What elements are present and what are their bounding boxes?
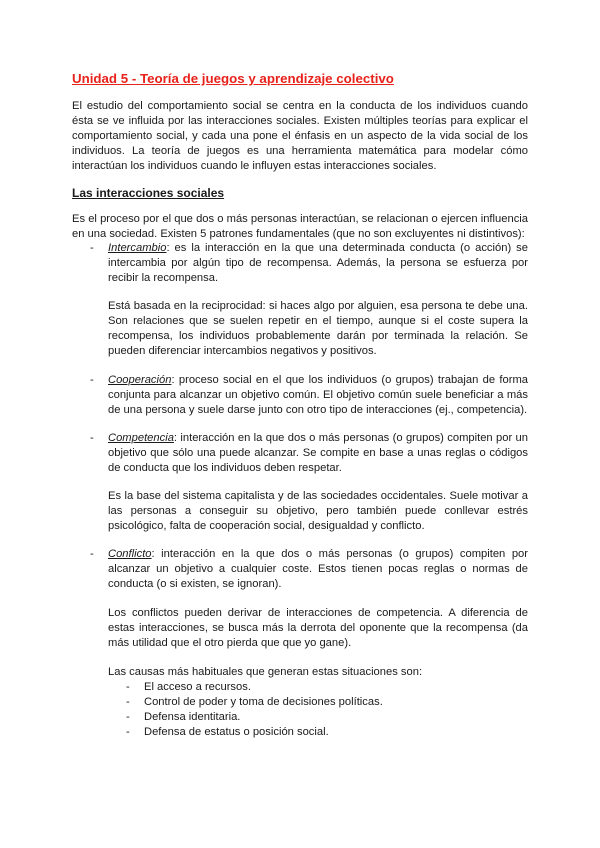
bullet-dash: - xyxy=(90,374,94,386)
term-competencia: Competencia xyxy=(108,432,174,444)
term-cooperacion: Cooperación xyxy=(108,374,172,386)
definition-competencia: : interacción en la que dos o más personas (o grupos) compiten por un objetivo que sólo una puede alcanzar. Se compite en base a unas reglas o códigos de conducta que los individuos deben respetar. xyxy=(108,432,528,474)
bullet-dash: - xyxy=(126,711,130,723)
list-item xyxy=(126,695,506,710)
section-intro-text: Es el proceso por el que dos o más personas interactúan, se relacionan o ejercen influencia en una sociedad. Existen 5 patrones fundamentales (que no son excluyentes ni distintivos): xyxy=(72,213,528,240)
page-title: Unidad 5 - Teoría de juegos y aprendizaje colectivo xyxy=(72,71,394,86)
list-item xyxy=(126,710,506,725)
bullet-dash: - xyxy=(90,432,94,444)
paragraph-competencia-extra xyxy=(108,489,528,534)
paragraph-intercambio-extra xyxy=(108,299,528,359)
paragraph-text: Es la base del sistema capitalista y de las sociedades occidentales. Suele motivar a las personas a conseguir su objetivo, pero también puede conllevar estrés psicológico, falta de cooperación social, desigualdad y conflicto. xyxy=(108,490,528,532)
cause-text: Defensa identitaria. xyxy=(144,711,241,723)
definition-cooperacion: : proceso social en el que los individuos (o grupos) trabajan de forma conjunta para alcanzar un objetivo común. El objetivo común suele beneficiar a más de una persona y suele darse junto con otro tipo de interacciones (ej., competencia). xyxy=(108,374,528,416)
definition-conflicto: : interacción en la que dos o más personas (o grupos) compiten por alcanzar un objetivo a cualquier coste. Estos tienen pocas reglas o normas de conducta (o si existen, se ignoran). xyxy=(108,548,528,590)
definition-intercambio: : es la interacción en la que una determinada conducta (o acción) se intercambia por algún tipo de recompensa. Además, la persona se esfuerza por recibir la recompensa. xyxy=(108,242,528,284)
causes-list xyxy=(126,680,506,740)
term-conflicto: Conflicto xyxy=(108,548,152,560)
cause-text: Defensa de estatus o posición social. xyxy=(144,726,329,738)
section-intro-paragraph xyxy=(72,212,528,242)
list-item xyxy=(126,680,506,695)
bullet-dash: - xyxy=(90,548,94,560)
paragraph-text: Las causas más habituales que generan estas situaciones son: xyxy=(108,666,423,678)
paragraph-conflicto-extra xyxy=(108,606,528,651)
intro-paragraph xyxy=(72,99,528,174)
cause-text: Control de poder y toma de decisiones políticas. xyxy=(144,696,383,708)
bullet-dash: - xyxy=(126,726,130,738)
section-heading: Las interacciones sociales xyxy=(72,186,225,200)
intro-text: El estudio del comportamiento social se centra en la conducta de los individuos cuando ésta se ve influida por las interacciones sociales. Existen múltiples teorías para explicar el comportamiento social, y cada una pone el énfasis en un aspecto de la vida social de los individuos. La teoría de juegos es una herramienta matemática para modelar cómo interactúan los individuos cuando le influyen estas interacciones sociales. xyxy=(72,100,528,172)
paragraph-text: Está basada en la reciprocidad: si haces algo por alguien, esa persona te debe una. Son relaciones que se suelen repetir en el tiempo, aunque si el coste supera la recompensa, los individuos probablemente darán por terminada la relación. Se pueden diferenciar intercambios negativos y positivos. xyxy=(108,300,528,357)
paragraph-text: Los conflictos pueden derivar de interacciones de competencia. A diferencia de estas interacciones, se busca más la derrota del oponente que la recompensa (da más utilidad que el otro pierda que que yo gane). xyxy=(108,607,528,649)
bullet-dash: - xyxy=(126,681,130,693)
paragraph-causes-intro xyxy=(108,665,528,680)
list-item xyxy=(126,725,506,740)
bullet-dash: - xyxy=(90,242,94,254)
cause-text: El acceso a recursos. xyxy=(144,681,251,693)
term-intercambio: Intercambio xyxy=(108,242,167,254)
bullet-dash: - xyxy=(126,696,130,708)
